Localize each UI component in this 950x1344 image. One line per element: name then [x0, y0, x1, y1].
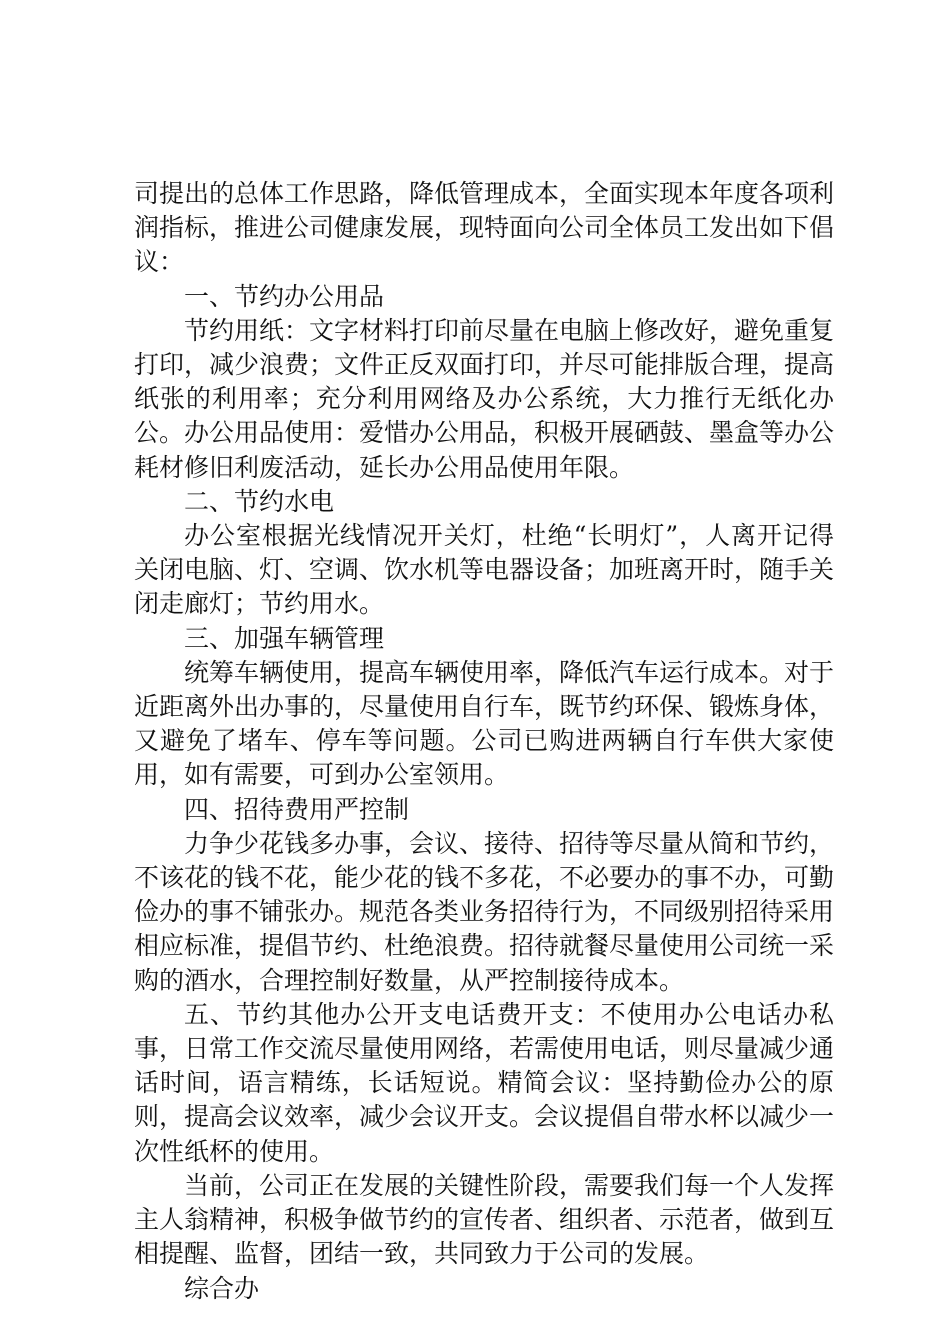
section-heading-water-electricity: 二、节约水电	[184, 486, 335, 516]
paragraph-vehicle-management: 统筹车辆使用，提高车辆使用率，降低汽车运行成本。对于近距离外出办事的，尽量使用自行车，既节约环保、锻炼身体，又避免了堵车、停车等问题。公司已购进两辆自行车供大家使用，如有需要，可到办公室领用。	[134, 657, 835, 790]
section-heading-hospitality-costs: 四、招待费用严控制	[184, 794, 410, 824]
section-heading-vehicle-management: 三、加强车辆管理	[184, 623, 385, 653]
intro-paragraph: 司提出的总体工作思路，降低管理成本，全面实现本年度各项利润指标，推进公司健康发展，现特面向公司全体员工发出如下倡议：	[134, 179, 835, 277]
paragraph-conclusion: 当前，公司正在发展的关键性阶段，需要我们每一个人发挥主人翁精神，积极争做节约的宣传者、组织者、示范者，做到互相提醒、监督，团结一致，共同致力于公司的发展。	[134, 1170, 835, 1269]
section-heading-office-supplies: 一、节约办公用品	[184, 281, 385, 311]
signature-department: 综合办	[184, 1273, 260, 1303]
paragraph-hospitality-costs: 力争少花钱多办事，会议、接待、招待等尽量从简和节约，不该花的钱不花，能少花的钱不多花，不必要办的事不办，可勤俭办的事不铺张办。规范各类业务招待行为，不同级别招待采用相应标准，提倡节约、杜绝浪费。招待就餐尽量使用公司统一采购的酒水，合理控制好数量，从严控制接待成本。	[134, 828, 835, 995]
document-body	[134, 177, 834, 1306]
paragraph-water-electricity: 办公室根据光线情况开关灯，杜绝“长明灯”，人离开记得关闭电脑、灯、空调、饮水机等电器设备；加班离开时，随手关闭走廊灯；节约用水。	[134, 521, 835, 619]
paragraph-other-expenses: 五、节约其他办公开支电话费开支：不使用办公电话办私事，日常工作交流尽量使用网络，若需使用电话，则尽量减少通话时间，语言精练，长话短说。精简会议：坚持勤俭办公的原则，提高会议效率，减少会议开支。会议提倡自带水杯以减少一次性纸杯的使用。	[134, 999, 835, 1166]
paragraph-office-supplies: 节约用纸：文字材料打印前尽量在电脑上修改好，避免重复打印，减少浪费；文件正反双面打印，并尽可能排版合理，提高纸张的利用率；充分利用网络及办公系统，大力推行无纸化办公。办公用品使用：爱惜办公用品，积极开展硒鼓、墨盒等办公耗材修旧利废活动，延长办公用品使用年限。	[134, 315, 835, 482]
